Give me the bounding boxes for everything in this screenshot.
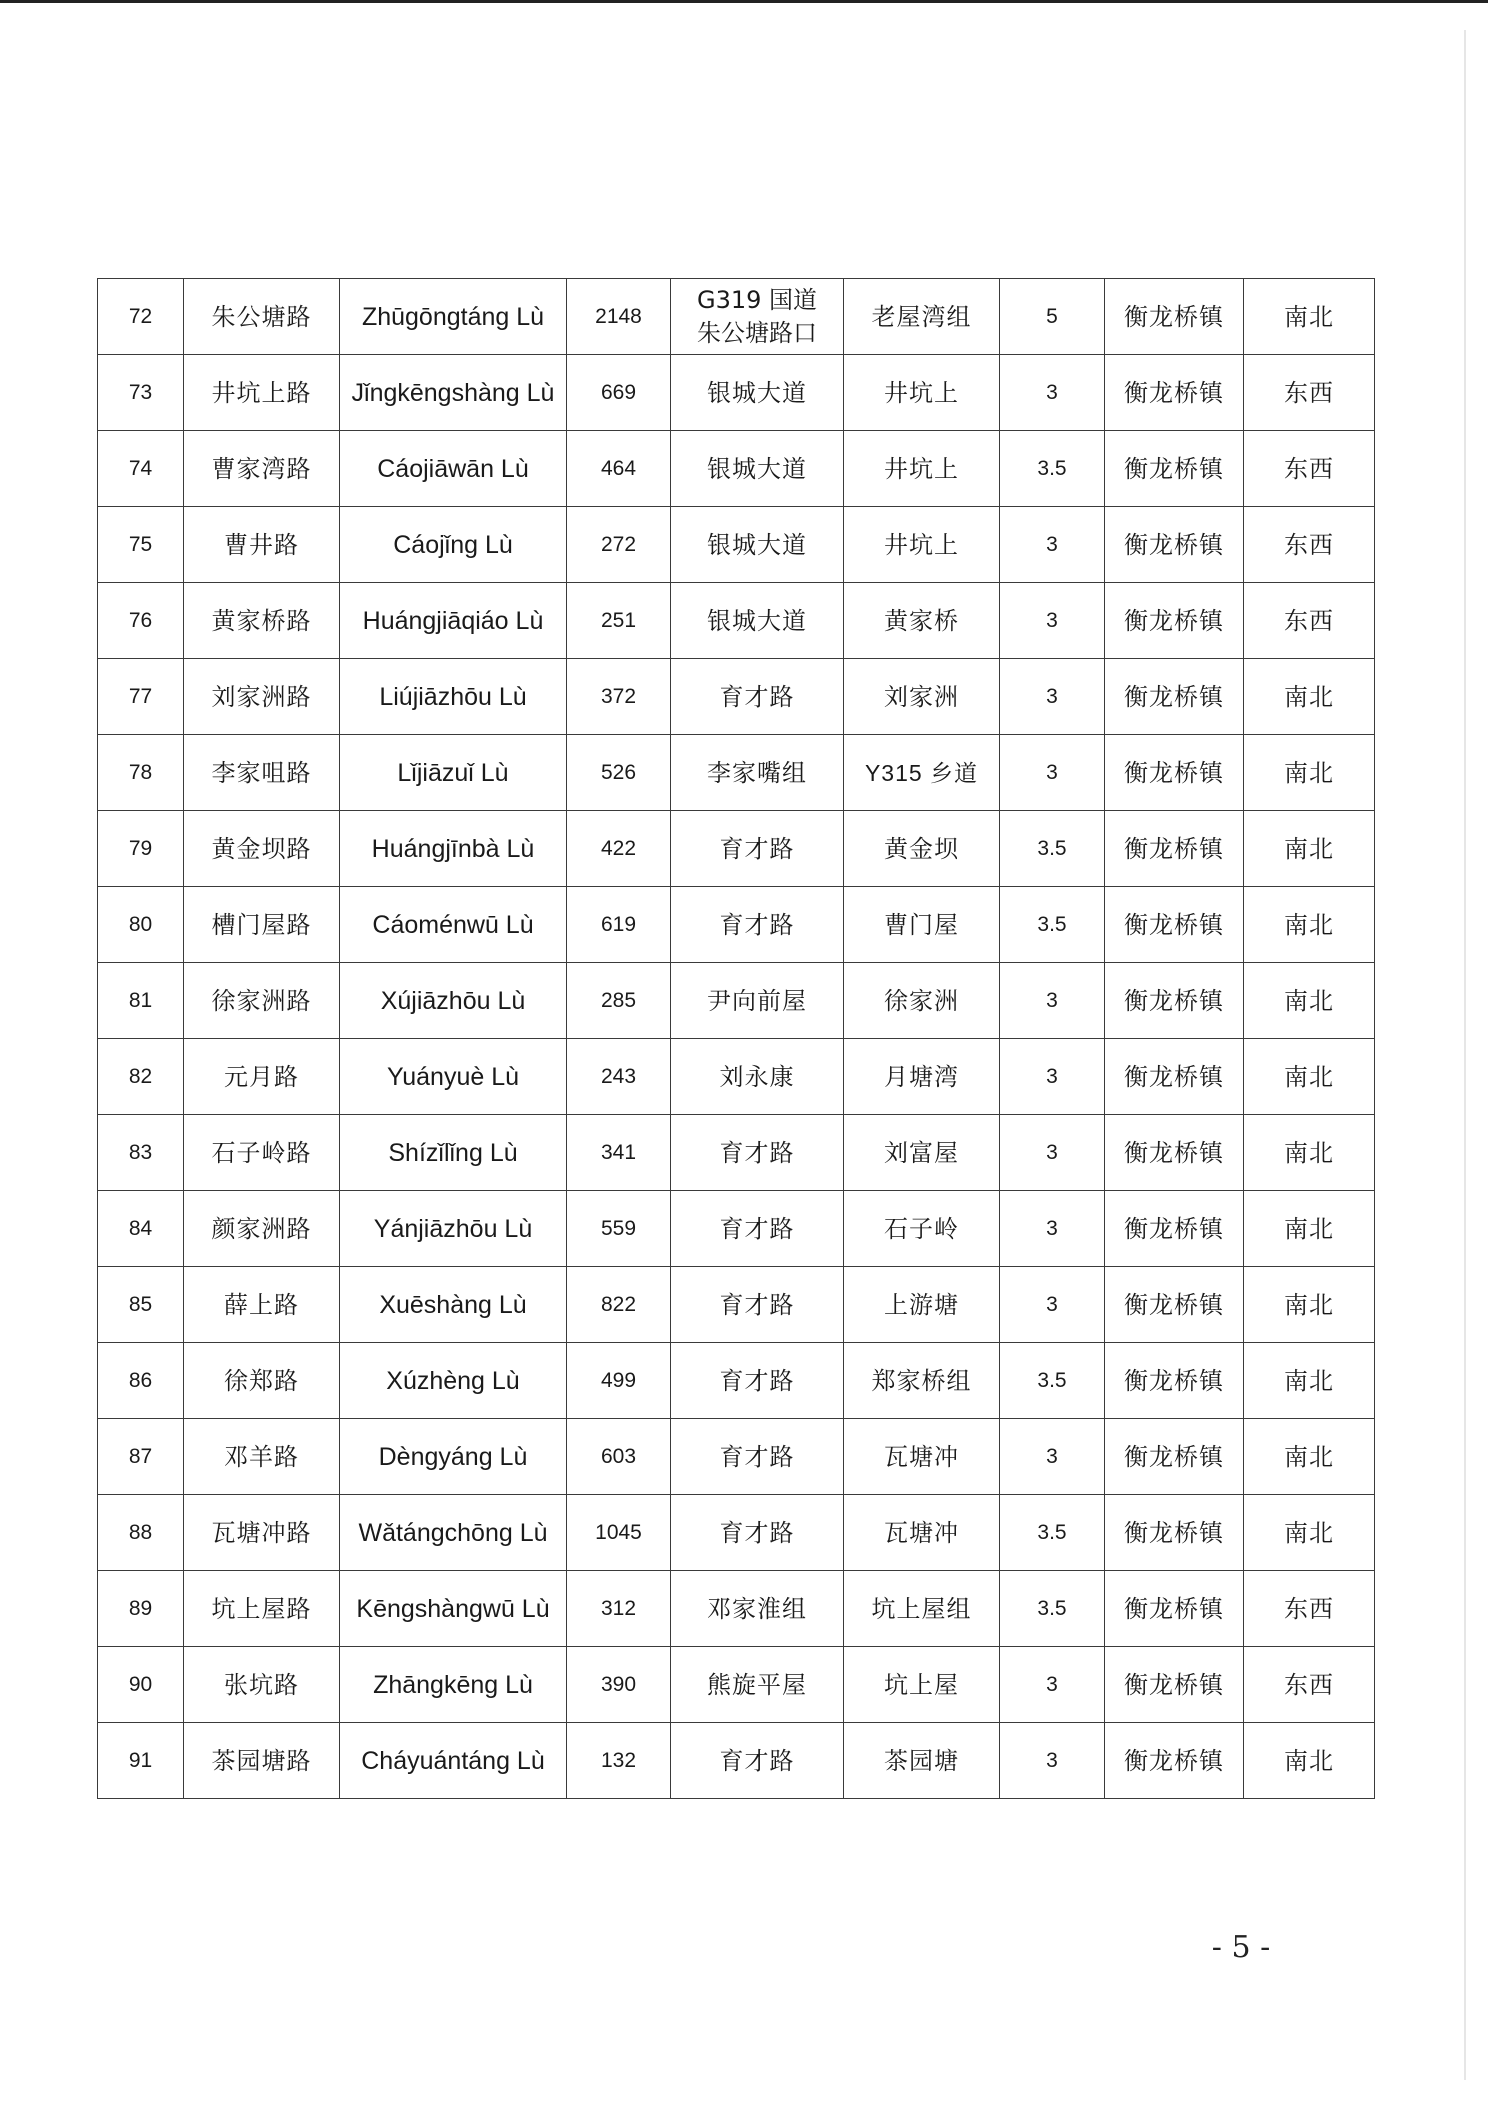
row-number-cell: 88 <box>98 1495 184 1571</box>
road-start-cell: 育才路 <box>671 659 844 735</box>
road-length-cell: 603 <box>567 1419 671 1495</box>
row-number-cell: 80 <box>98 887 184 963</box>
road-end-cell: 上游塘 <box>844 1267 1000 1343</box>
road-end-cell: 曹门屋 <box>844 887 1000 963</box>
road-town-cell: 衡龙桥镇 <box>1105 735 1244 811</box>
road-length-cell: 619 <box>567 887 671 963</box>
row-number-cell: 91 <box>98 1723 184 1799</box>
road-width-cell: 3 <box>1000 735 1105 811</box>
road-length-cell: 822 <box>567 1267 671 1343</box>
table-row <box>98 1419 1375 1495</box>
road-direction-cell: 东西 <box>1244 1647 1375 1723</box>
road-name-cell: 李家咀路 <box>184 735 340 811</box>
road-town-cell: 衡龙桥镇 <box>1105 811 1244 887</box>
road-width-cell: 3.5 <box>1000 1495 1105 1571</box>
road-pinyin-cell: Shízǐlǐng Lù <box>340 1115 567 1191</box>
road-pinyin-cell: Xúzhèng Lù <box>340 1343 567 1419</box>
road-end-cell: 坑上屋 <box>844 1647 1000 1723</box>
road-town-cell: 衡龙桥镇 <box>1105 583 1244 659</box>
road-end-cell: 瓦塘冲 <box>844 1495 1000 1571</box>
road-end-cell: 石子岭 <box>844 1191 1000 1267</box>
road-width-cell: 5 <box>1000 279 1105 355</box>
road-end-cell: 井坑上 <box>844 431 1000 507</box>
road-length-cell: 464 <box>567 431 671 507</box>
row-number-cell: 84 <box>98 1191 184 1267</box>
row-number-cell: 73 <box>98 355 184 431</box>
road-direction-cell: 南北 <box>1244 887 1375 963</box>
road-direction-cell: 南北 <box>1244 811 1375 887</box>
road-pinyin-cell: Jǐngkēngshàng Lù <box>340 355 567 431</box>
road-name-cell: 黄金坝路 <box>184 811 340 887</box>
road-start-cell: 育才路 <box>671 1419 844 1495</box>
road-length-cell: 372 <box>567 659 671 735</box>
road-pinyin-cell: Lǐjiāzuǐ Lù <box>340 735 567 811</box>
road-start-cell: 熊旋平屋 <box>671 1647 844 1723</box>
road-start-cell: 育才路 <box>671 1723 844 1799</box>
road-pinyin-cell: Yánjiāzhōu Lù <box>340 1191 567 1267</box>
road-town-cell: 衡龙桥镇 <box>1105 431 1244 507</box>
road-direction-cell: 南北 <box>1244 1495 1375 1571</box>
road-end-cell: 郑家桥组 <box>844 1343 1000 1419</box>
road-town-cell: 衡龙桥镇 <box>1105 1039 1244 1115</box>
table-row <box>98 963 1375 1039</box>
table-row <box>98 1723 1375 1799</box>
row-number-cell: 77 <box>98 659 184 735</box>
row-number-cell: 76 <box>98 583 184 659</box>
road-length-cell: 132 <box>567 1723 671 1799</box>
road-direction-cell: 东西 <box>1244 583 1375 659</box>
road-end-cell: 瓦塘冲 <box>844 1419 1000 1495</box>
road-end-cell: 黄金坝 <box>844 811 1000 887</box>
road-pinyin-cell: Huángjiāqiáo Lù <box>340 583 567 659</box>
road-start-cell: 育才路 <box>671 1495 844 1571</box>
road-start-cell: 银城大道 <box>671 431 844 507</box>
road-width-cell: 3 <box>1000 1723 1105 1799</box>
table-row <box>98 279 1375 355</box>
road-start-cell: 育才路 <box>671 811 844 887</box>
road-rows <box>98 279 1375 1799</box>
table-row <box>98 1495 1375 1571</box>
road-end-cell: 茶园塘 <box>844 1723 1000 1799</box>
road-town-cell: 衡龙桥镇 <box>1105 1267 1244 1343</box>
road-end-cell: 井坑上 <box>844 507 1000 583</box>
road-town-cell: 衡龙桥镇 <box>1105 1191 1244 1267</box>
road-length-cell: 251 <box>567 583 671 659</box>
road-width-cell: 3 <box>1000 507 1105 583</box>
road-direction-cell: 东西 <box>1244 507 1375 583</box>
road-pinyin-cell: Dèngyáng Lù <box>340 1419 567 1495</box>
road-end-cell: 老屋湾组 <box>844 279 1000 355</box>
row-number-cell: 90 <box>98 1647 184 1723</box>
road-table <box>97 278 1375 1799</box>
road-length-cell: 422 <box>567 811 671 887</box>
road-town-cell: 衡龙桥镇 <box>1105 1571 1244 1647</box>
road-end-cell: Y315 乡道 <box>844 735 1000 811</box>
road-end-cell: 徐家洲 <box>844 963 1000 1039</box>
road-width-cell: 3 <box>1000 355 1105 431</box>
row-number-cell: 81 <box>98 963 184 1039</box>
road-width-cell: 3 <box>1000 1191 1105 1267</box>
road-direction-cell: 东西 <box>1244 355 1375 431</box>
road-direction-cell: 南北 <box>1244 659 1375 735</box>
road-start-cell: 银城大道 <box>671 583 844 659</box>
road-start-cell: 邓家淮组 <box>671 1571 844 1647</box>
row-number-cell: 82 <box>98 1039 184 1115</box>
road-town-cell: 衡龙桥镇 <box>1105 1419 1244 1495</box>
table-row <box>98 735 1375 811</box>
road-town-cell: 衡龙桥镇 <box>1105 887 1244 963</box>
road-length-cell: 559 <box>567 1191 671 1267</box>
road-name-cell: 徐家洲路 <box>184 963 340 1039</box>
page-number: - 5 - <box>1211 1930 1271 1965</box>
road-start-cell: 育才路 <box>671 1191 844 1267</box>
road-width-cell: 3.5 <box>1000 1343 1105 1419</box>
road-name-cell: 黄家桥路 <box>184 583 340 659</box>
road-name-cell: 薛上路 <box>184 1267 340 1343</box>
road-direction-cell: 南北 <box>1244 1039 1375 1115</box>
road-name-cell: 颜家洲路 <box>184 1191 340 1267</box>
table-row <box>98 811 1375 887</box>
road-pinyin-cell: Zhāngkēng Lù <box>340 1647 567 1723</box>
road-town-cell: 衡龙桥镇 <box>1105 1723 1244 1799</box>
row-number-cell: 86 <box>98 1343 184 1419</box>
road-direction-cell: 南北 <box>1244 279 1375 355</box>
road-start-cell: 育才路 <box>671 1115 844 1191</box>
road-name-cell: 坑上屋路 <box>184 1571 340 1647</box>
row-number-cell: 83 <box>98 1115 184 1191</box>
road-town-cell: 衡龙桥镇 <box>1105 963 1244 1039</box>
road-length-cell: 285 <box>567 963 671 1039</box>
road-town-cell: 衡龙桥镇 <box>1105 659 1244 735</box>
road-pinyin-cell: Zhūgōngtáng Lù <box>340 279 567 355</box>
row-number-cell: 75 <box>98 507 184 583</box>
road-end-cell: 黄家桥 <box>844 583 1000 659</box>
road-name-cell: 井坑上路 <box>184 355 340 431</box>
table-row <box>98 659 1375 735</box>
road-width-cell: 3 <box>1000 963 1105 1039</box>
road-start-cell: 银城大道 <box>671 507 844 583</box>
table-row <box>98 1267 1375 1343</box>
road-direction-cell: 南北 <box>1244 735 1375 811</box>
table-row <box>98 583 1375 659</box>
road-name-cell: 元月路 <box>184 1039 340 1115</box>
road-width-cell: 3.5 <box>1000 431 1105 507</box>
road-length-cell: 499 <box>567 1343 671 1419</box>
road-start-cell: 尹向前屋 <box>671 963 844 1039</box>
row-number-cell: 79 <box>98 811 184 887</box>
table-row <box>98 507 1375 583</box>
road-width-cell: 3.5 <box>1000 1571 1105 1647</box>
road-pinyin-cell: Liújiāzhōu Lù <box>340 659 567 735</box>
road-name-cell: 茶园塘路 <box>184 1723 340 1799</box>
road-name-cell: 石子岭路 <box>184 1115 340 1191</box>
road-name-cell: 槽门屋路 <box>184 887 340 963</box>
table-row <box>98 1647 1375 1723</box>
road-name-cell: 瓦塘冲路 <box>184 1495 340 1571</box>
road-direction-cell: 南北 <box>1244 1343 1375 1419</box>
road-direction-cell: 南北 <box>1244 963 1375 1039</box>
row-number-cell: 72 <box>98 279 184 355</box>
table-row <box>98 1571 1375 1647</box>
road-town-cell: 衡龙桥镇 <box>1105 279 1244 355</box>
road-width-cell: 3 <box>1000 583 1105 659</box>
road-town-cell: 衡龙桥镇 <box>1105 1495 1244 1571</box>
road-town-cell: 衡龙桥镇 <box>1105 355 1244 431</box>
road-length-cell: 526 <box>567 735 671 811</box>
road-length-cell: 1045 <box>567 1495 671 1571</box>
road-direction-cell: 东西 <box>1244 1571 1375 1647</box>
road-start-cell: 银城大道 <box>671 355 844 431</box>
table-row <box>98 1191 1375 1267</box>
road-town-cell: 衡龙桥镇 <box>1105 507 1244 583</box>
table-row <box>98 1039 1375 1115</box>
road-pinyin-cell: Yuányuè Lù <box>340 1039 567 1115</box>
road-pinyin-cell: Cáojǐng Lù <box>340 507 567 583</box>
row-number-cell: 78 <box>98 735 184 811</box>
scan-top-edge <box>0 0 1488 3</box>
road-name-cell: 曹家湾路 <box>184 431 340 507</box>
road-pinyin-cell: Cáoménwū Lù <box>340 887 567 963</box>
road-name-cell: 朱公塘路 <box>184 279 340 355</box>
road-pinyin-cell: Cháyuántáng Lù <box>340 1723 567 1799</box>
table-row <box>98 887 1375 963</box>
road-name-cell: 刘家洲路 <box>184 659 340 735</box>
row-number-cell: 89 <box>98 1571 184 1647</box>
road-direction-cell: 南北 <box>1244 1267 1375 1343</box>
road-name-cell: 邓羊路 <box>184 1419 340 1495</box>
road-width-cell: 3.5 <box>1000 811 1105 887</box>
row-number-cell: 85 <box>98 1267 184 1343</box>
road-name-cell: 张坑路 <box>184 1647 340 1723</box>
road-pinyin-cell: Wǎtángchōng Lù <box>340 1495 567 1571</box>
road-length-cell: 669 <box>567 355 671 431</box>
road-end-cell: 刘家洲 <box>844 659 1000 735</box>
road-town-cell: 衡龙桥镇 <box>1105 1115 1244 1191</box>
road-length-cell: 272 <box>567 507 671 583</box>
road-direction-cell: 南北 <box>1244 1723 1375 1799</box>
road-pinyin-cell: Huángjīnbà Lù <box>340 811 567 887</box>
road-start-cell: G319 国道 朱公塘路口 <box>671 279 844 355</box>
road-width-cell: 3.5 <box>1000 887 1105 963</box>
road-width-cell: 3 <box>1000 1419 1105 1495</box>
road-width-cell: 3 <box>1000 1647 1105 1723</box>
table-row <box>98 431 1375 507</box>
road-end-cell: 坑上屋组 <box>844 1571 1000 1647</box>
road-width-cell: 3 <box>1000 1039 1105 1115</box>
road-start-cell: 刘永康 <box>671 1039 844 1115</box>
road-width-cell: 3 <box>1000 1115 1105 1191</box>
road-length-cell: 312 <box>567 1571 671 1647</box>
road-start-cell: 育才路 <box>671 887 844 963</box>
road-start-cell: 育才路 <box>671 1267 844 1343</box>
road-town-cell: 衡龙桥镇 <box>1105 1647 1244 1723</box>
road-name-cell: 徐郑路 <box>184 1343 340 1419</box>
road-pinyin-cell: Xújiāzhōu Lù <box>340 963 567 1039</box>
table-row <box>98 1343 1375 1419</box>
road-start-cell: 李家嘴组 <box>671 735 844 811</box>
road-end-cell: 井坑上 <box>844 355 1000 431</box>
road-name-cell: 曹井路 <box>184 507 340 583</box>
road-length-cell: 2148 <box>567 279 671 355</box>
row-number-cell: 74 <box>98 431 184 507</box>
road-end-cell: 刘富屋 <box>844 1115 1000 1191</box>
table-row <box>98 355 1375 431</box>
road-width-cell: 3 <box>1000 1267 1105 1343</box>
table-row <box>98 1115 1375 1191</box>
road-width-cell: 3 <box>1000 659 1105 735</box>
road-end-cell: 月塘湾 <box>844 1039 1000 1115</box>
road-length-cell: 243 <box>567 1039 671 1115</box>
road-town-cell: 衡龙桥镇 <box>1105 1343 1244 1419</box>
road-direction-cell: 南北 <box>1244 1115 1375 1191</box>
road-direction-cell: 南北 <box>1244 1419 1375 1495</box>
road-pinyin-cell: Cáojiāwān Lù <box>340 431 567 507</box>
road-start-cell: 育才路 <box>671 1343 844 1419</box>
road-pinyin-cell: Kēngshàngwū Lù <box>340 1571 567 1647</box>
road-length-cell: 341 <box>567 1115 671 1191</box>
road-direction-cell: 东西 <box>1244 431 1375 507</box>
row-number-cell: 87 <box>98 1419 184 1495</box>
scan-right-edge <box>1464 30 1466 2080</box>
road-direction-cell: 南北 <box>1244 1191 1375 1267</box>
road-length-cell: 390 <box>567 1647 671 1723</box>
road-pinyin-cell: Xuēshàng Lù <box>340 1267 567 1343</box>
